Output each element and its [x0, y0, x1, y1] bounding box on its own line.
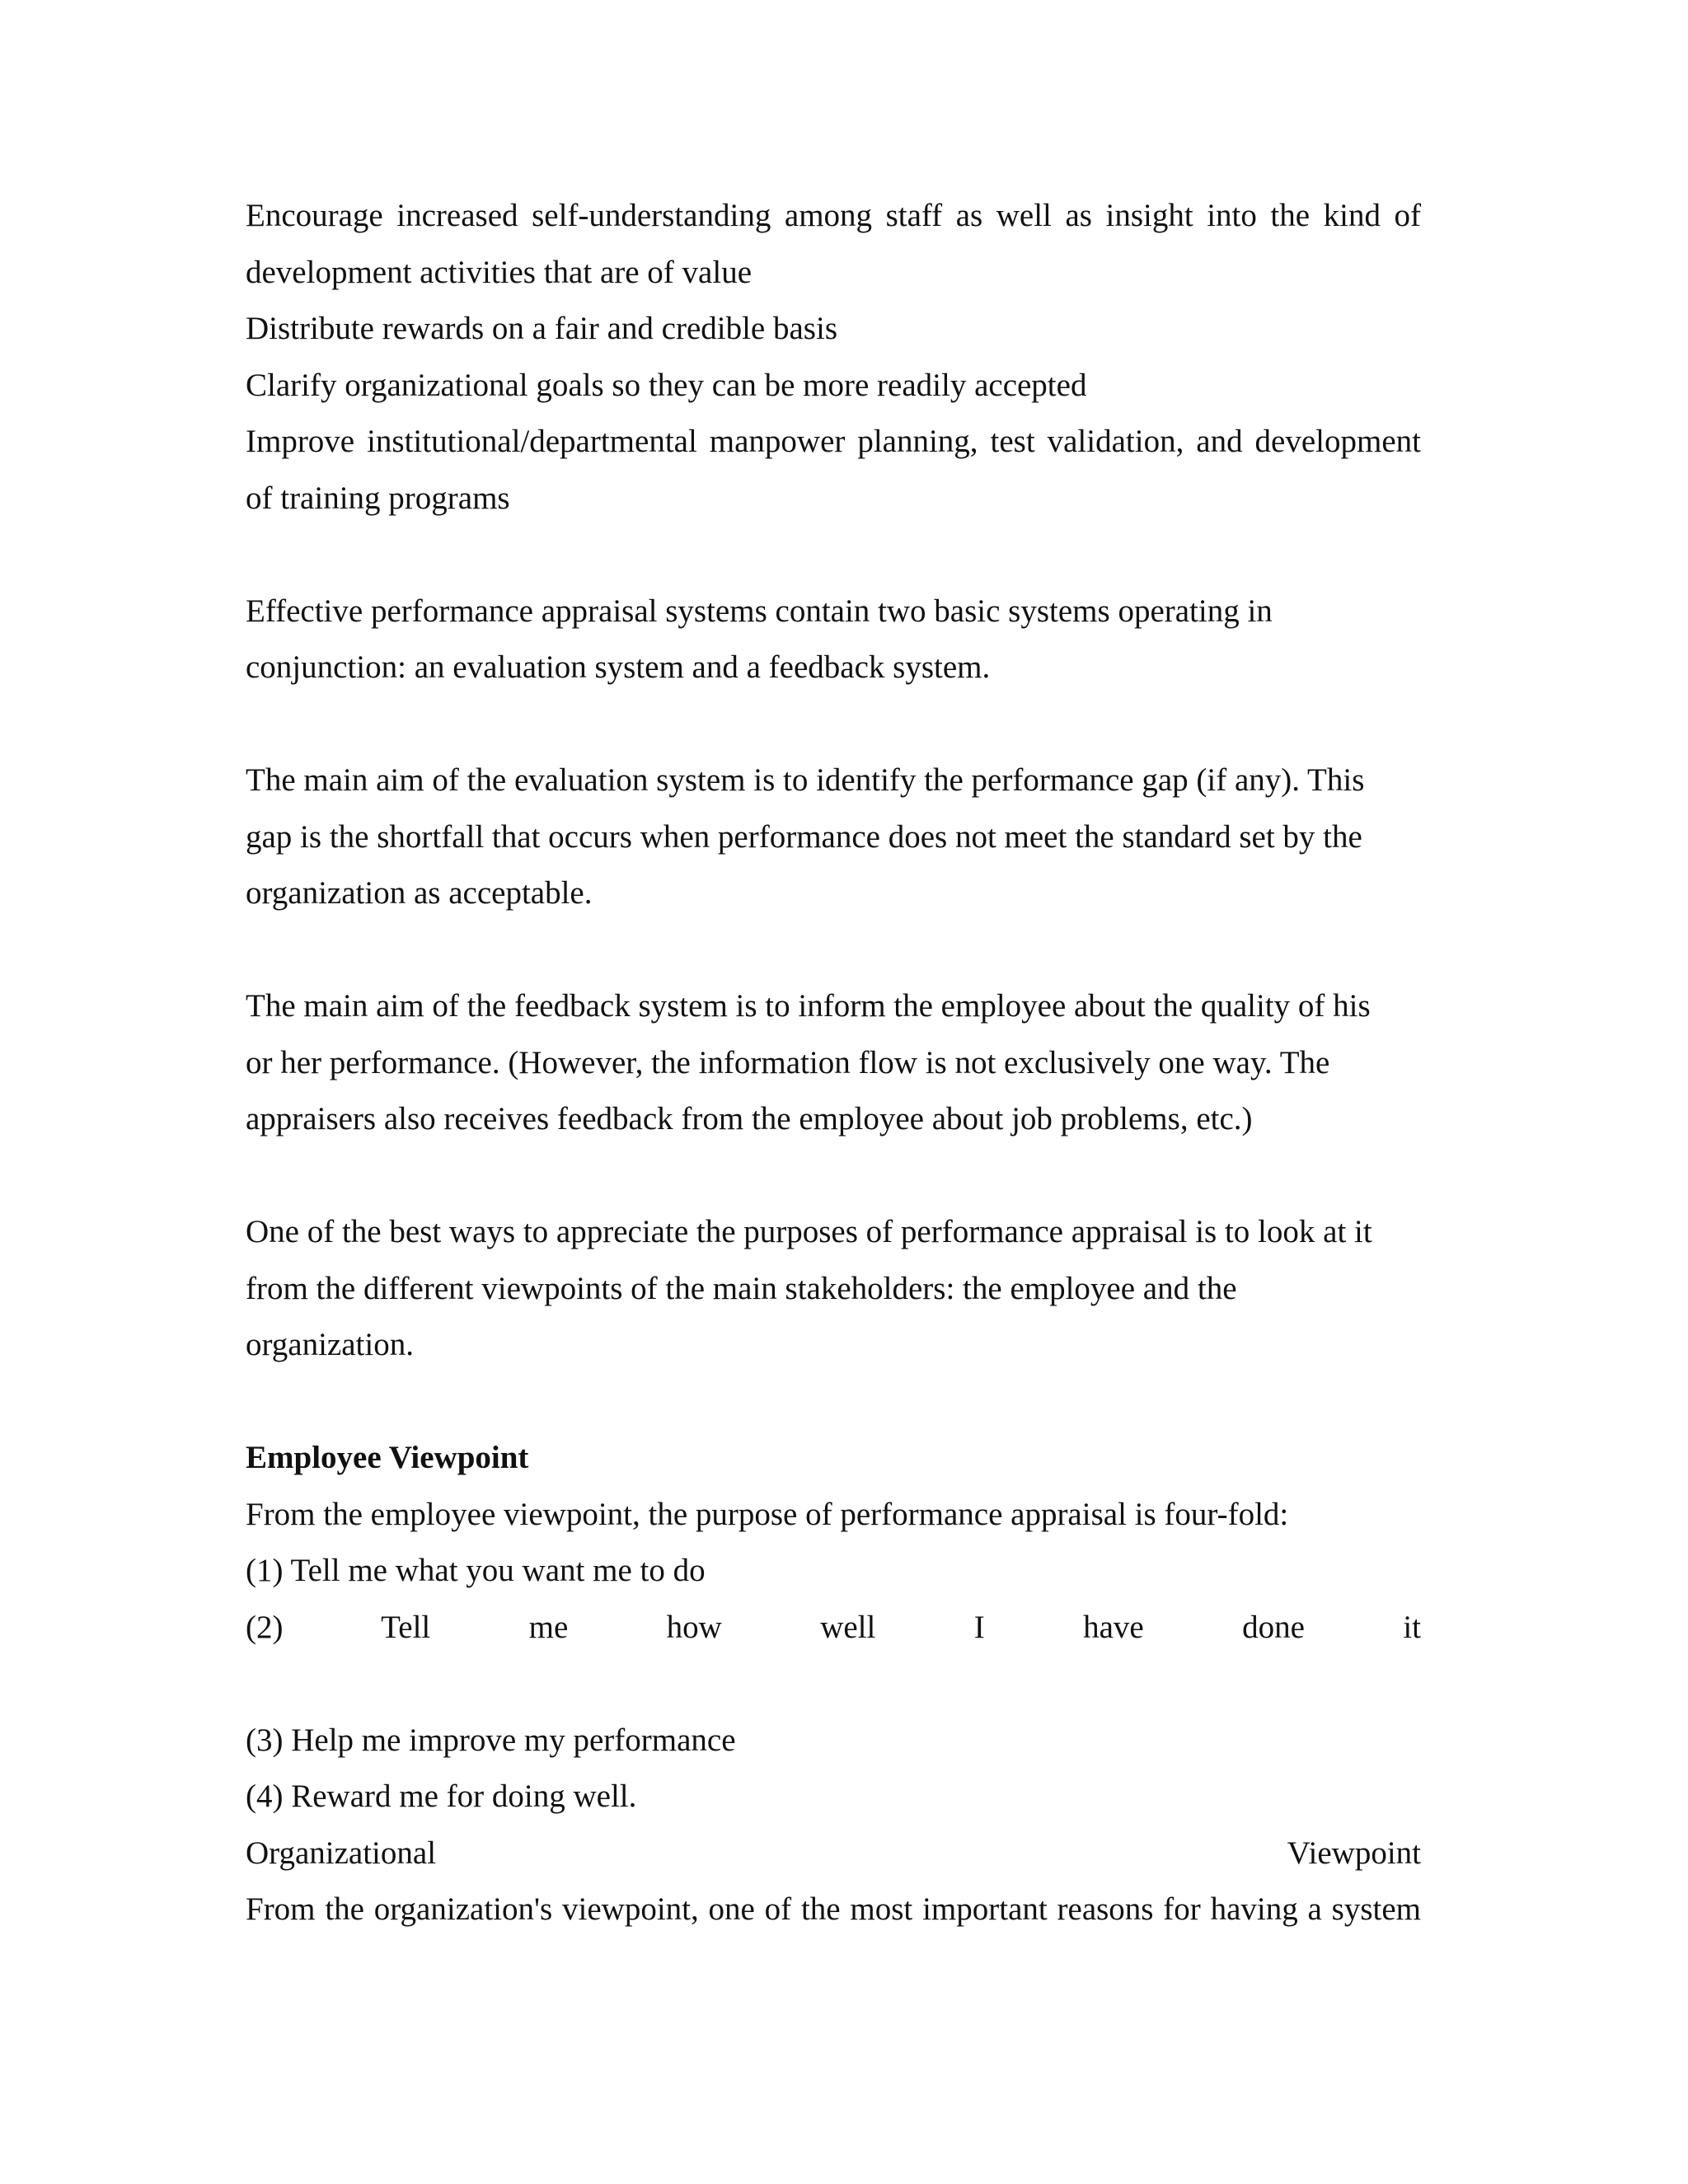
- objective-distribute-rewards: Distribute rewards on a fair and credible basis: [246, 311, 837, 346]
- employee-viewpoint-intro: From the employee viewpoint, the purpose of performance appraisal is four-fold:: [246, 1496, 1289, 1532]
- paragraph-gap: [246, 527, 1421, 583]
- paragraph-gap: [246, 1148, 1421, 1205]
- organizational-viewpoint-heading: Organizational Viewpoint: [246, 1835, 1421, 1871]
- employee-list-item-2: (2) Tell me how well I have done it: [246, 1609, 1421, 1645]
- employee-list-item-1: (1) Tell me what you want me to do: [246, 1553, 706, 1588]
- paragraph-stakeholders: One of the best ways to appreciate the purposes of performance appraisal is to look at it from the different viewpoints of the main stakeholders: the employee and the organization.: [246, 1214, 1372, 1362]
- paragraph-two-systems: Effective performance appraisal systems contain two basic systems operating in conjunction: an evaluation system and a feedback system.: [246, 593, 1273, 685]
- employee-viewpoint-heading: Employee Viewpoint: [246, 1440, 529, 1475]
- paragraph-feedback-system: The main aim of the feedback system is to inform the employee about the quality of his or her performance. (However, the information flow is not exclusively one way. The appraisers also receives feedback from the employee about job problems, etc.): [246, 988, 1371, 1137]
- organizational-viewpoint-intro: From the organization's viewpoint, one of the most important reasons for having a system: [246, 1891, 1421, 1927]
- objective-manpower-planning: Improve institutional/departmental manpower planning, test validation, and development of training programs: [246, 424, 1421, 516]
- objective-self-understanding: Encourage increased self-understanding among staff as well as insight into the kind of development activities that are of value: [246, 198, 1421, 290]
- employee-list-item-3: (3) Help me improve my performance: [246, 1722, 736, 1758]
- objective-clarify-goals: Clarify organizational goals so they can be more readily accepted: [246, 367, 1087, 403]
- paragraph-gap: [246, 922, 1421, 979]
- paragraph-gap: [246, 696, 1421, 753]
- paragraph-gap: [246, 1374, 1421, 1431]
- document-body: [246, 188, 1421, 1938]
- paragraph-evaluation-system: The main aim of the evaluation system is to identify the performance gap (if any). This gap is the shortfall that occurs when performance does not meet the standard set by the organization as acceptable.: [246, 762, 1365, 911]
- employee-list-item-4: (4) Reward me for doing well.: [246, 1779, 637, 1814]
- paragraph-gap: [246, 1656, 1421, 1713]
